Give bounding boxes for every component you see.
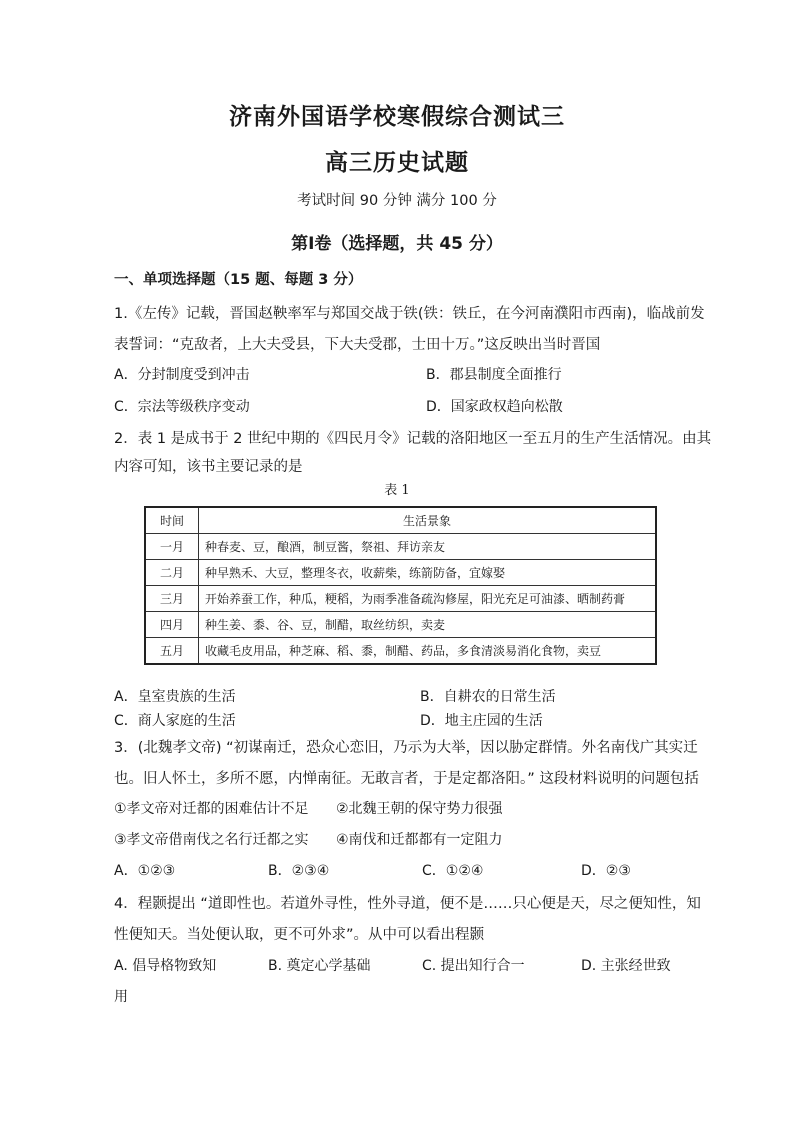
table-header-time: 时间 <box>145 507 199 534</box>
q4-option-d-wrap: 用 <box>114 989 128 1005</box>
table-cell-scene: 种生姜、黍、谷、豆，制醋，取丝纺织，卖麦 <box>199 612 657 638</box>
q4-option-b: B. 奠定心学基础 <box>268 958 371 974</box>
q4-option-d: D. 主张经世致 <box>581 958 671 974</box>
exam-info: 考试时间 90 分钟 满分 100 分 <box>297 193 497 209</box>
school-title: 济南外国语学校寒假综合测试三 <box>229 103 565 130</box>
table-header-scene: 生活景象 <box>199 507 657 534</box>
section-title: 一、单项选择题（15 题、每题 3 分） <box>114 272 363 288</box>
life-scene-table <box>144 506 657 665</box>
table-header-row <box>145 507 656 534</box>
table-cell-month: 一月 <box>145 534 199 560</box>
table-cell-scene: 开始养蚕工作，种瓜，粳稻，为雨季准备疏沟修屋，阳光充足可油漆、晒制药膏 <box>199 586 657 612</box>
q4-option-a: A. 倡导格物致知 <box>114 958 217 974</box>
q2-option-a: A．皇室贵族的生活 <box>114 689 236 705</box>
table-cell-scene: 种早熟禾、大豆，整理冬衣，收薪柴，练箭防备，宜嫁娶 <box>199 560 657 586</box>
q2-stem-line-1: 2．表 1 是成书于 2 世纪中期的《四民月令》记载的洛阳地区一至五月的生产生活情况。由其 <box>114 431 712 447</box>
q1-option-c: C．宗法等级秩序变动 <box>114 399 250 415</box>
table-row <box>145 638 656 665</box>
q2-stem-line-2: 内容可知，该书主要记录的是 <box>114 459 303 475</box>
table-cell-month: 五月 <box>145 638 199 665</box>
q3-option-b: B．②③④ <box>268 863 330 879</box>
q3-option-d: D．②③ <box>581 863 631 879</box>
table-row <box>145 612 656 638</box>
exam-title: 高三历史试题 <box>325 149 469 176</box>
table-cell-scene: 种春麦、豆，酿酒，制豆酱，祭祖、拜访亲友 <box>199 534 657 560</box>
table-cell-month: 二月 <box>145 560 199 586</box>
q3-stem-line-2: 也。旧人怀土，多所不愿，内惮南征。无敢言者，于是定都洛阳。” 这段材料说明的问题包括 <box>114 771 699 787</box>
q4-option-c: C. 提出知行合一 <box>422 958 525 974</box>
q3-option-a: A．①②③ <box>114 863 176 879</box>
table-cell-month: 三月 <box>145 586 199 612</box>
q3-statement-4: ④南伐和迁都都有一定阻力 <box>336 832 503 848</box>
q4-stem-line-2: 性便知天。当处便认取，更不可外求”。从中可以看出程颢 <box>114 927 485 943</box>
q3-option-c: C．①②④ <box>422 863 484 879</box>
q2-option-d: D．地主庄园的生活 <box>420 713 543 729</box>
q3-stem-line-1: 3．(北魏孝文帝) “初谋南迁，恐众心恋旧，乃示为大举，因以胁定群情。外名南伐广其实迁 <box>114 740 698 756</box>
q1-option-b: B．郡县制度全面推行 <box>426 367 562 383</box>
q3-statement-2: ②北魏王朝的保守势力很强 <box>336 801 503 817</box>
q1-stem-line-1: 1.《左传》记载，晋国赵鞅率军与郑国交战于铁(铁：铁丘，在今河南濮阳市西南)，临战前发 <box>114 306 705 322</box>
table-row <box>145 586 656 612</box>
q1-option-d: D．国家政权趋向松散 <box>426 399 563 415</box>
q4-stem-line-1: 4．程颢提出 “道即性也。若道外寻性，性外寻道，便不是……只心便是天，尽之便知性，知 <box>114 896 701 912</box>
table-caption: 表 1 <box>384 483 410 498</box>
q2-option-c: C．商人家庭的生活 <box>114 713 236 729</box>
table-row <box>145 534 656 560</box>
q3-statement-1: ①孝文帝对迁都的困难估计不足 <box>114 801 309 817</box>
table-row <box>145 560 656 586</box>
table-cell-scene: 收藏毛皮用品，种芝麻、稻、黍，制醋、药品，多食清淡易消化食物，卖豆 <box>199 638 657 665</box>
q1-option-a: A．分封制度受到冲击 <box>114 367 250 383</box>
table-cell-month: 四月 <box>145 612 199 638</box>
q3-statement-3: ③孝文帝借南伐之名行迁都之实 <box>114 832 309 848</box>
part-title: 第Ⅰ卷（选择题，共 45 分） <box>291 234 503 254</box>
q2-option-b: B．自耕农的日常生活 <box>420 689 556 705</box>
q1-stem-line-2: 表誓词：“克敌者，上大夫受县，下大夫受郡，士田十万。”这反映出当时晋国 <box>114 337 601 353</box>
